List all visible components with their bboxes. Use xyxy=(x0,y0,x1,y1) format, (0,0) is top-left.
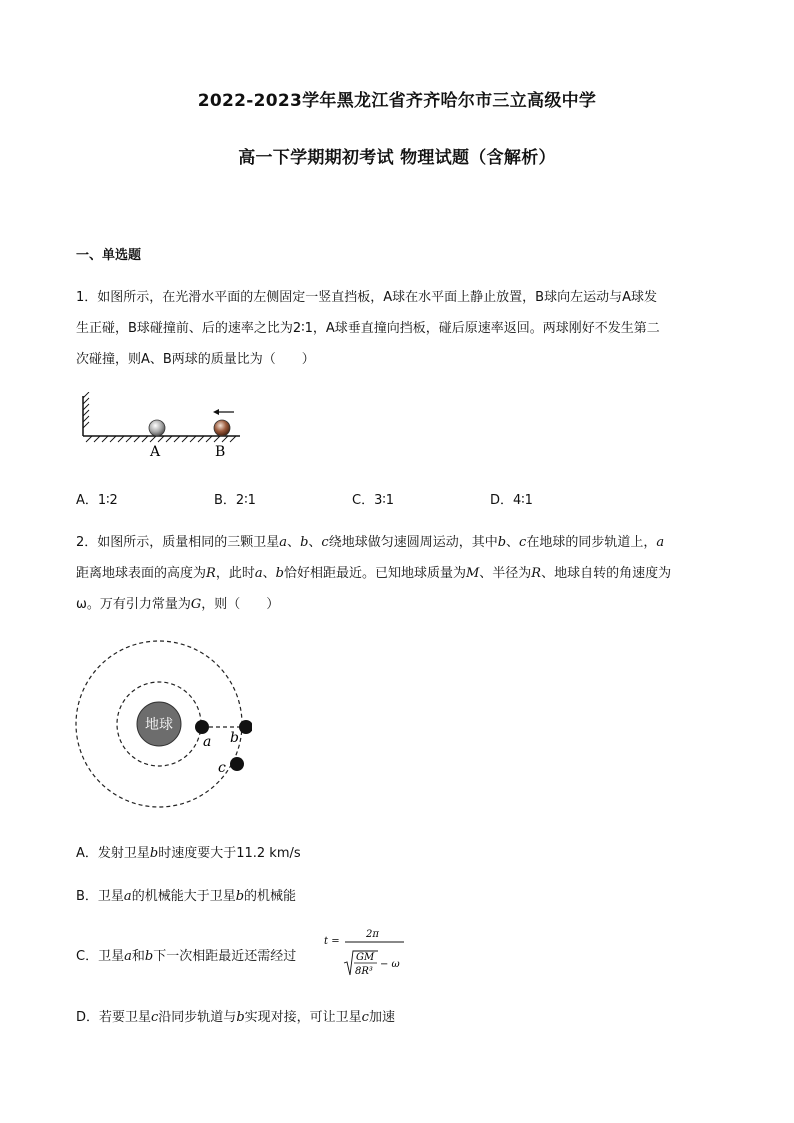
satellite-b xyxy=(239,720,252,734)
ground-hatch xyxy=(86,436,236,442)
label-a: a xyxy=(203,734,212,750)
label-c: c xyxy=(218,760,226,776)
q1-option-d: D．4∶1 xyxy=(490,493,533,508)
question-1-line3: 次碰撞，则A、B两球的质量比为（ ） xyxy=(76,352,315,367)
label-b: b xyxy=(230,730,239,746)
question-1-stem xyxy=(76,282,718,375)
question-2-line1: 2．如图所示，质量相同的三颗卫星a、b、c绕地球做匀速圆周运动，其中b、c在地球的同步轨道上，a xyxy=(76,535,665,550)
formula-t-lhs: t = xyxy=(324,936,340,947)
q2-option-d: D．若要卫星c沿同步轨道与b实现对接，可让卫星c加速 xyxy=(76,1010,395,1025)
section-heading: 一、单选题 xyxy=(76,248,142,263)
ball-a xyxy=(149,420,165,436)
question-1-figure xyxy=(70,392,250,464)
document-title-line1: 2022-2023学年黑龙江省齐齐哈尔市三立高级中学 xyxy=(197,91,597,111)
earth-label: 地球 xyxy=(145,717,173,733)
formula-8r3: 8R³ xyxy=(355,966,373,977)
arrow-left-icon xyxy=(213,409,234,415)
formula-minus-omega: − ω xyxy=(380,959,400,970)
wall-hatch xyxy=(83,392,89,428)
ball-b xyxy=(214,420,230,436)
question-2-figure xyxy=(72,636,252,816)
question-2-line3: ω。万有引力常量为G，则（ ） xyxy=(76,597,280,612)
formula-t xyxy=(322,925,408,981)
question-1-line1: 1．如图所示，在光滑水平面的左侧固定一竖直挡板，A球在水平面上静止放置，B球向左运动与A球发 xyxy=(76,290,657,305)
q2-option-b: B．卫星a的机械能大于卫星b的机械能 xyxy=(76,889,297,904)
q1-option-b: B．2∶1 xyxy=(214,493,256,508)
satellite-a xyxy=(195,720,209,734)
label-ball-a: A xyxy=(150,444,161,460)
q2-option-c: C．卫星a和b下一次相距最近还需经过 xyxy=(76,949,297,964)
label-ball-b: B xyxy=(215,444,226,460)
question-2-line2: 距离地球表面的高度为R，此时a、b恰好相距最近。已知地球质量为M、半径为R、地球自转的角速度为 xyxy=(76,566,672,581)
document-title-line2: 高一下学期期初考试 物理试题（含解析） xyxy=(238,148,556,168)
formula-gm: GM xyxy=(356,952,375,963)
question-2-stem xyxy=(76,527,718,620)
question-1-line2: 生正碰，B球碰撞前、后的速率之比为2∶1，A球垂直撞向挡板，碰后原速率返回。两球刚好不发生第二 xyxy=(76,321,660,336)
formula-numerator: 2π xyxy=(366,929,379,940)
satellite-c xyxy=(230,757,244,771)
q2-option-a: A．发射卫星b时速度要大于11.2 km/s xyxy=(76,846,301,861)
q1-option-c: C．3∶1 xyxy=(352,493,395,508)
q1-option-a: A．1∶2 xyxy=(76,493,118,508)
